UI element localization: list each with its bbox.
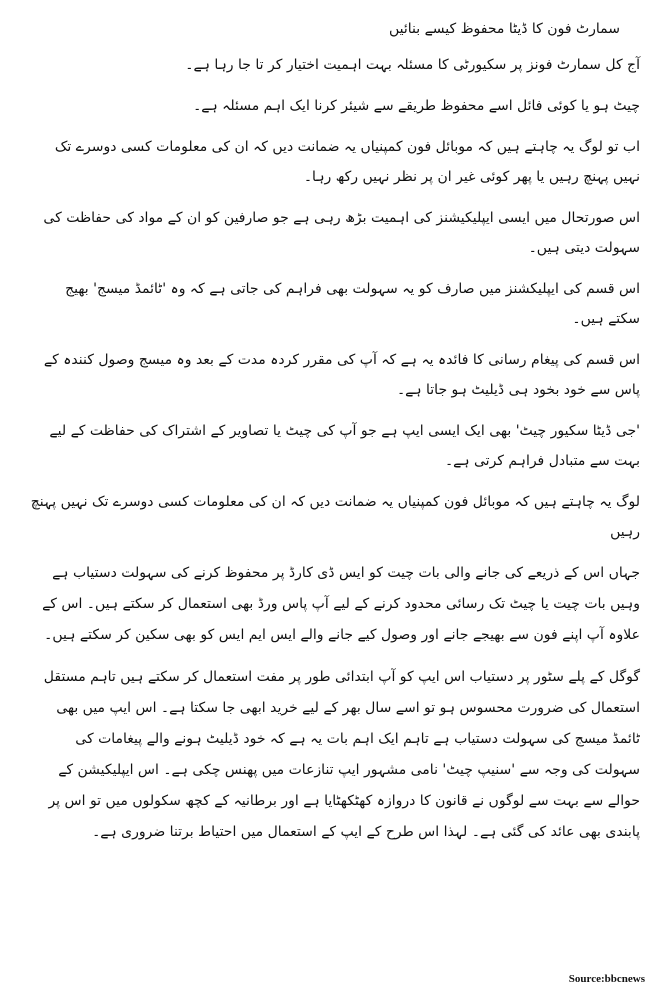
paragraph: جہاں اس کے ذریعے کی جانے والی بات چیت کو ایس ڈی کارڈ پر محفوظ کرنے کی سہولت دستیاب ہے وہیں بات چیت یا چیٹ تک رسائی محدود کرنے کے لیے آپ پاس ورڈ بھی استعمال کر سکتے ہیں۔ اس کے علاوہ آپ اپنے فون سے بھیجے جانے اور وصول کیے جانے والے ایس ایم ایس کو بھی سکین کر سکتے ہیں۔ bbox=[42, 565, 640, 643]
paragraph: لوگ یہ چاہتے ہیں کہ موبائل فون کمپنیاں یہ ضمانت دیں کہ ان کی معلومات کسی دوسرے تک نہیں پہنچ رہیں bbox=[30, 494, 640, 540]
paragraph: اس صورتحال میں ایسی ایپلیکیشنز کی اہمیت بڑھ رہی ہے جو صارفین کو ان کے مواد کی حفاظت کی سہولت دیتی ہیں۔ bbox=[43, 210, 640, 256]
paragraph: اس قسم کی پیغام رسانی کا فائدہ یہ ہے کہ آپ کی مقرر کردہ مدت کے بعد وہ میسج وصول کنندہ کے پاس سے خود بخود ہی ڈیلیٹ ہو جاتا ہے۔ bbox=[43, 352, 640, 398]
paragraph: اس قسم کی ایپلیکشنز میں صارف کو یہ سہولت بھی فراہم کی جاتی ہے کہ وہ 'ٹائمڈ میسج' بھیج سکتے ہیں۔ bbox=[65, 281, 640, 327]
paragraph: 'جی ڈیٹا سکیور چیٹ' بھی ایک ایسی ایپ ہے جو آپ کی چیٹ یا تصاویر کے اشتراک کی حفاظت کے لیے بہت سے متبادل فراہم کرتی ہے۔ bbox=[49, 423, 640, 469]
source-credit: Source:bbcnews bbox=[568, 973, 645, 985]
paragraph: گوگل کے پلے سٹور پر دستیاب اس ایپ کو آپ ابتدائی طور پر مفت استعمال کر سکتے ہیں تاہم مستقل استعمال کی ضرورت محسوس ہو تو اسے سال بھر کے لیے خرید ابھی جا سکتا ہے۔ اس ایپ میں بھی ٹائمڈ میسج کی سہولت دستیاب ہے تاہم ایک اہم بات یہ ہے کہ خود ڈیلیٹ ہونے والے پیغامات کی سہولت کی وجہ سے 'سنیپ چیٹ' نامی مشہور ایپ تنازعات میں پھنس چکی ہے۔ اس ایپلیکیشن کے حوالے سے بہت سے لوگوں نے قانون کا دروازہ کھٹکھٹایا ہے اور برطانیہ کے کچھ سکولوں میں تو اس پر پابندی بھی عائد کی گئی ہے۔ لہذا اس طرح کے ایپ کے استعمال میں احتیاط برتنا ضروری ہے۔ bbox=[43, 669, 640, 840]
article-title: سمارٹ فون کا ڈیٹا محفوظ کیسے بنائیں bbox=[388, 21, 620, 37]
paragraph: چیٹ ہو یا کوئی فائل اسے محفوظ طریقے سے شیئر کرنا ایک اہم مسئلہ ہے۔ bbox=[193, 98, 640, 114]
paragraph: اب تو لوگ یہ چاہتے ہیں کہ موبائل فون کمپنیاں یہ ضمانت دیں کہ ان کی معلومات کسی دوسرے تک نہیں پہنچ رہیں یا پھر کوئی غیر ان پر نظر نہیں رکھ رہا۔ bbox=[54, 139, 640, 185]
article bbox=[30, 18, 640, 859]
paragraph: آج کل سمارٹ فونز پر سکیورٹی کا مسئلہ بہت اہمیت اختیار کر تا جا رہا ہے۔ bbox=[185, 57, 640, 73]
